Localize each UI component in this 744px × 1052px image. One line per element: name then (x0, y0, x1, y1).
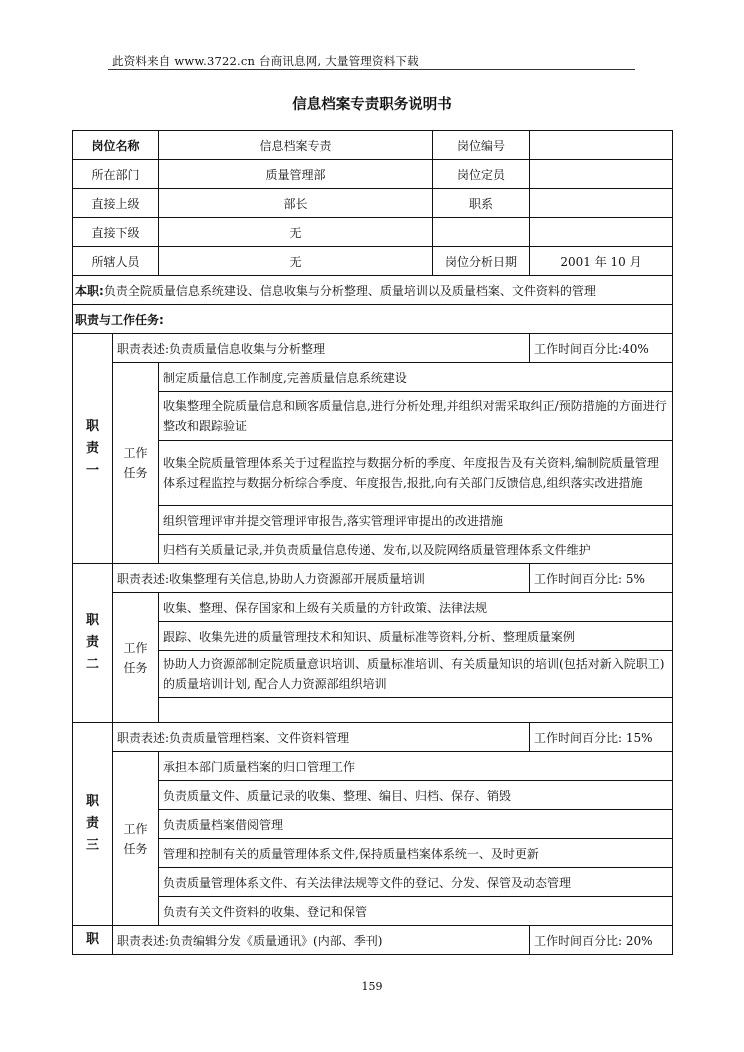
task-item: 负责质量档案借阅管理 (159, 810, 673, 839)
position-name-label: 岗位名称 (73, 131, 159, 160)
row-superior (73, 189, 673, 218)
position-code-value (530, 131, 673, 160)
row-subordinate (73, 218, 673, 247)
headcount-label: 岗位定员 (433, 160, 530, 189)
row-managed (73, 247, 673, 276)
job-description-table (72, 130, 673, 955)
task-item: 管理和控制有关的质量管理体系文件,保持质量档案体系统一、及时更新 (159, 839, 673, 868)
department-value: 质量管理部 (159, 160, 433, 189)
managed-label: 所辖人员 (73, 247, 159, 276)
empty-cell (530, 218, 673, 247)
task-row (73, 441, 673, 506)
department-label: 所在部门 (73, 160, 159, 189)
task-item: 组织管理评审并提交管理评审报告,落实管理评审提出的改进措施 (159, 506, 673, 535)
tasks-header: 职责与工作任务: (73, 305, 673, 334)
task-row (73, 535, 673, 564)
task-row (73, 622, 673, 651)
section-2-time-pct: 工作时间百分比: 5% (530, 564, 673, 593)
task-row (73, 810, 673, 839)
task-item: 负责质量管理体系文件、有关法律法规等文件的登记、分发、保管及动态管理 (159, 868, 673, 897)
row-department (73, 160, 673, 189)
source-header: 此资料来自 www.3722.cn 台商讯息网, 大量管理资料下载 (112, 54, 419, 68)
analysis-date-value: 2001 年 10 月 (530, 247, 673, 276)
position-code-label: 岗位编号 (433, 131, 530, 160)
section-2-statement-row (73, 564, 673, 593)
section-4-statement-row (73, 926, 673, 955)
superior-label: 直接上级 (73, 189, 159, 218)
duty-summary-text: 负责全院质量信息系统建设、信息收集与分析整理、质量培训以及质量档案、文件资料的管理 (103, 283, 596, 298)
task-row (73, 593, 673, 622)
task-item: 收集整理全院质量信息和顾客质量信息,进行分析处理,并组织对需采取纠正/预防措施的方面进行整改和跟踪验证 (159, 392, 673, 441)
task-row (73, 897, 673, 926)
subordinate-value: 无 (159, 218, 433, 247)
section-4-statement: 职责表述:负责编辑分发《质量通讯》(内部、季刊) (113, 926, 530, 955)
section-1-time-pct: 工作时间百分比:40% (530, 334, 673, 363)
task-row (73, 506, 673, 535)
duty-summary-label: 本职: (75, 283, 104, 298)
task-item: 协助人力资源部制定院质量意识培训、质量标准培训、有关质量知识的培训(包括对新入院职工)的质量培训计划, 配合人力资源部组织培训 (159, 651, 673, 698)
task-row (73, 698, 673, 723)
series-label: 职系 (433, 189, 530, 218)
section-3-statement: 职责表述:负责质量管理档案、文件资料管理 (113, 723, 530, 752)
subordinate-label: 直接下级 (73, 218, 159, 247)
task-item: 负责有关文件资料的收集、登记和保管 (159, 897, 673, 926)
task-row (73, 839, 673, 868)
headcount-value (530, 160, 673, 189)
document-title: 信息档案专责职务说明书 (292, 97, 452, 113)
analysis-date-label: 岗位分析日期 (433, 247, 530, 276)
row-tasks-header (73, 305, 673, 334)
section-4-time-pct: 工作时间百分比: 20% (530, 926, 673, 955)
managed-value: 无 (159, 247, 433, 276)
task-item: 制定质量信息工作制度,完善质量信息系统建设 (159, 363, 673, 392)
task-item: 负责质量文件、质量记录的收集、整理、编目、归档、保存、销毁 (159, 781, 673, 810)
superior-value: 部长 (159, 189, 433, 218)
task-label: 工作 任务 (113, 593, 159, 723)
position-name-value: 信息档案专责 (159, 131, 433, 160)
section-3-label: 职 责 三 (73, 723, 113, 926)
task-label: 工作 任务 (113, 752, 159, 926)
section-4-label: 职 (73, 926, 113, 955)
task-row (73, 752, 673, 781)
series-value (530, 189, 673, 218)
task-item: 跟踪、收集先进的质量管理技术和知识、质量标准等资料,分析、整理质量案例 (159, 622, 673, 651)
task-item: 承担本部门质量档案的归口管理工作 (159, 752, 673, 781)
row-duty-summary (73, 276, 673, 305)
section-2-statement: 职责表述:收集整理有关信息,协助人力资源部开展质量培训 (113, 564, 530, 593)
section-2-label: 职 责 二 (73, 564, 113, 723)
task-item: 收集全院质量管理体系关于过程监控与数据分析的季度、年度报告及有关资料,编制院质量管理体系过程监控与数据分析综合季度、年度报告,报批,向有关部门反馈信息,组织落实改进措施 (159, 441, 673, 506)
section-3-statement-row (73, 723, 673, 752)
section-3-time-pct: 工作时间百分比: 15% (530, 723, 673, 752)
task-row (73, 651, 673, 698)
task-row (73, 868, 673, 897)
empty-cell (433, 218, 530, 247)
task-row (73, 781, 673, 810)
section-1-label: 职 责 一 (73, 334, 113, 564)
task-item (159, 698, 673, 723)
task-item: 收集、整理、保存国家和上级有关质量的方针政策、法律法规 (159, 593, 673, 622)
section-1-statement: 职责表述:负责质量信息收集与分析整理 (113, 334, 530, 363)
task-row (73, 363, 673, 392)
task-item: 归档有关质量记录,并负责质量信息传递、发布,以及院网络质量管理体系文件维护 (159, 535, 673, 564)
duty-summary (73, 276, 673, 305)
row-position-name (73, 131, 673, 160)
header-divider (108, 69, 635, 70)
section-1-statement-row (73, 334, 673, 363)
task-label: 工作 任务 (113, 363, 159, 564)
page-number: 159 (361, 980, 383, 993)
task-row (73, 392, 673, 441)
